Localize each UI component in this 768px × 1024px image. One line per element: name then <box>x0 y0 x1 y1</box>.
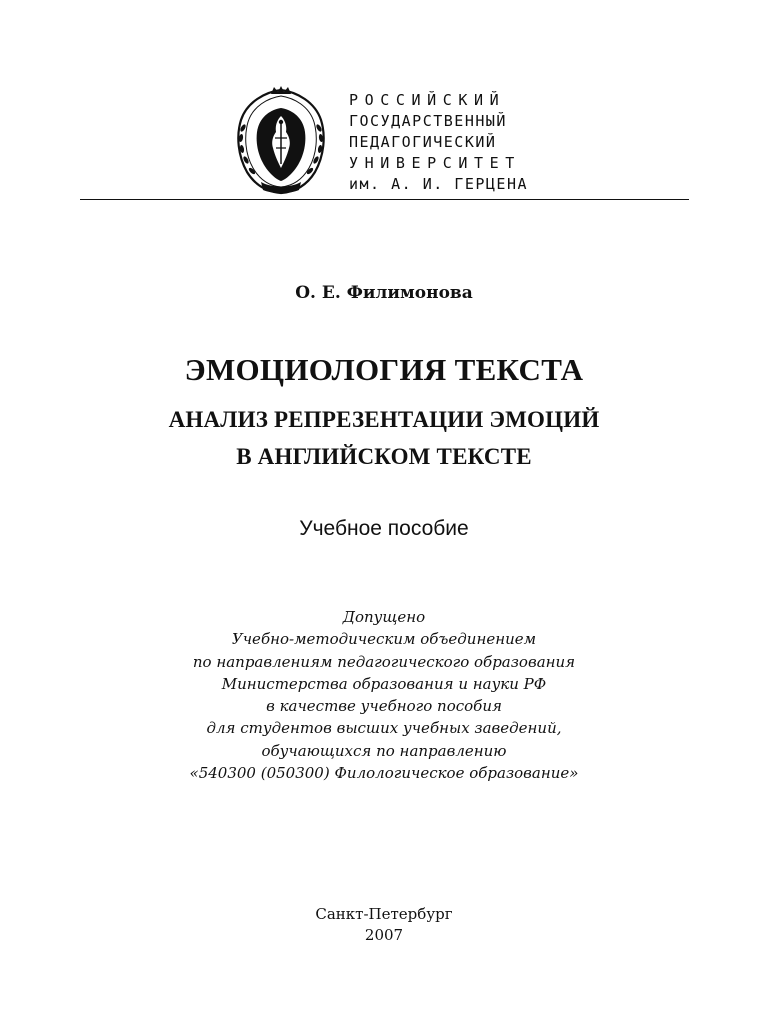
university-name <box>349 90 528 195</box>
approval-line: обучающихся по направлению <box>261 741 507 760</box>
book-type: Учебное пособие <box>299 517 469 540</box>
approval-line: по направлениям педагогического образования <box>192 652 576 671</box>
approval-line: «540300 (050300) Филологическое образование» <box>189 764 579 783</box>
university-name-line: РОССИЙСКИЙ <box>349 91 506 109</box>
university-crest-icon <box>231 86 331 196</box>
book-subtitle-line-1: АНАЛИЗ РЕПРЕЗЕНТАЦИИ ЭМОЦИЙ <box>168 407 600 432</box>
header-divider <box>80 199 689 200</box>
university-name-line: им. А. И. ГЕРЦЕНА <box>349 175 529 193</box>
university-name-line: ГОСУДАРСТВЕННЫЙ <box>349 112 507 130</box>
approval-line: Министерства образования и науки РФ <box>221 674 547 693</box>
imprint-year: 2007 <box>364 926 404 944</box>
author-name: О. Е. Филимонова <box>295 283 473 303</box>
book-subtitle-line-2: В АНГЛИЙСКОМ ТЕКСТЕ <box>236 444 532 469</box>
university-name-line: УНИВЕРСИТЕТ <box>349 154 521 172</box>
university-name-line: ПЕДАГОГИЧЕСКИЙ <box>349 133 497 151</box>
book-title: ЭМОЦИОЛОГИЯ ТЕКСТА <box>184 352 584 387</box>
approval-line: Допущено <box>342 608 426 626</box>
approval-statement <box>0 606 768 784</box>
publisher-header <box>0 80 768 200</box>
imprint <box>0 904 768 946</box>
approval-line: в качестве учебного пособия <box>266 697 502 716</box>
approval-line: Учебно-методическим объединением <box>231 630 537 649</box>
approval-line: для студентов высших учебных заведений, <box>206 719 562 738</box>
imprint-city: Санкт-Петербург <box>315 905 453 923</box>
